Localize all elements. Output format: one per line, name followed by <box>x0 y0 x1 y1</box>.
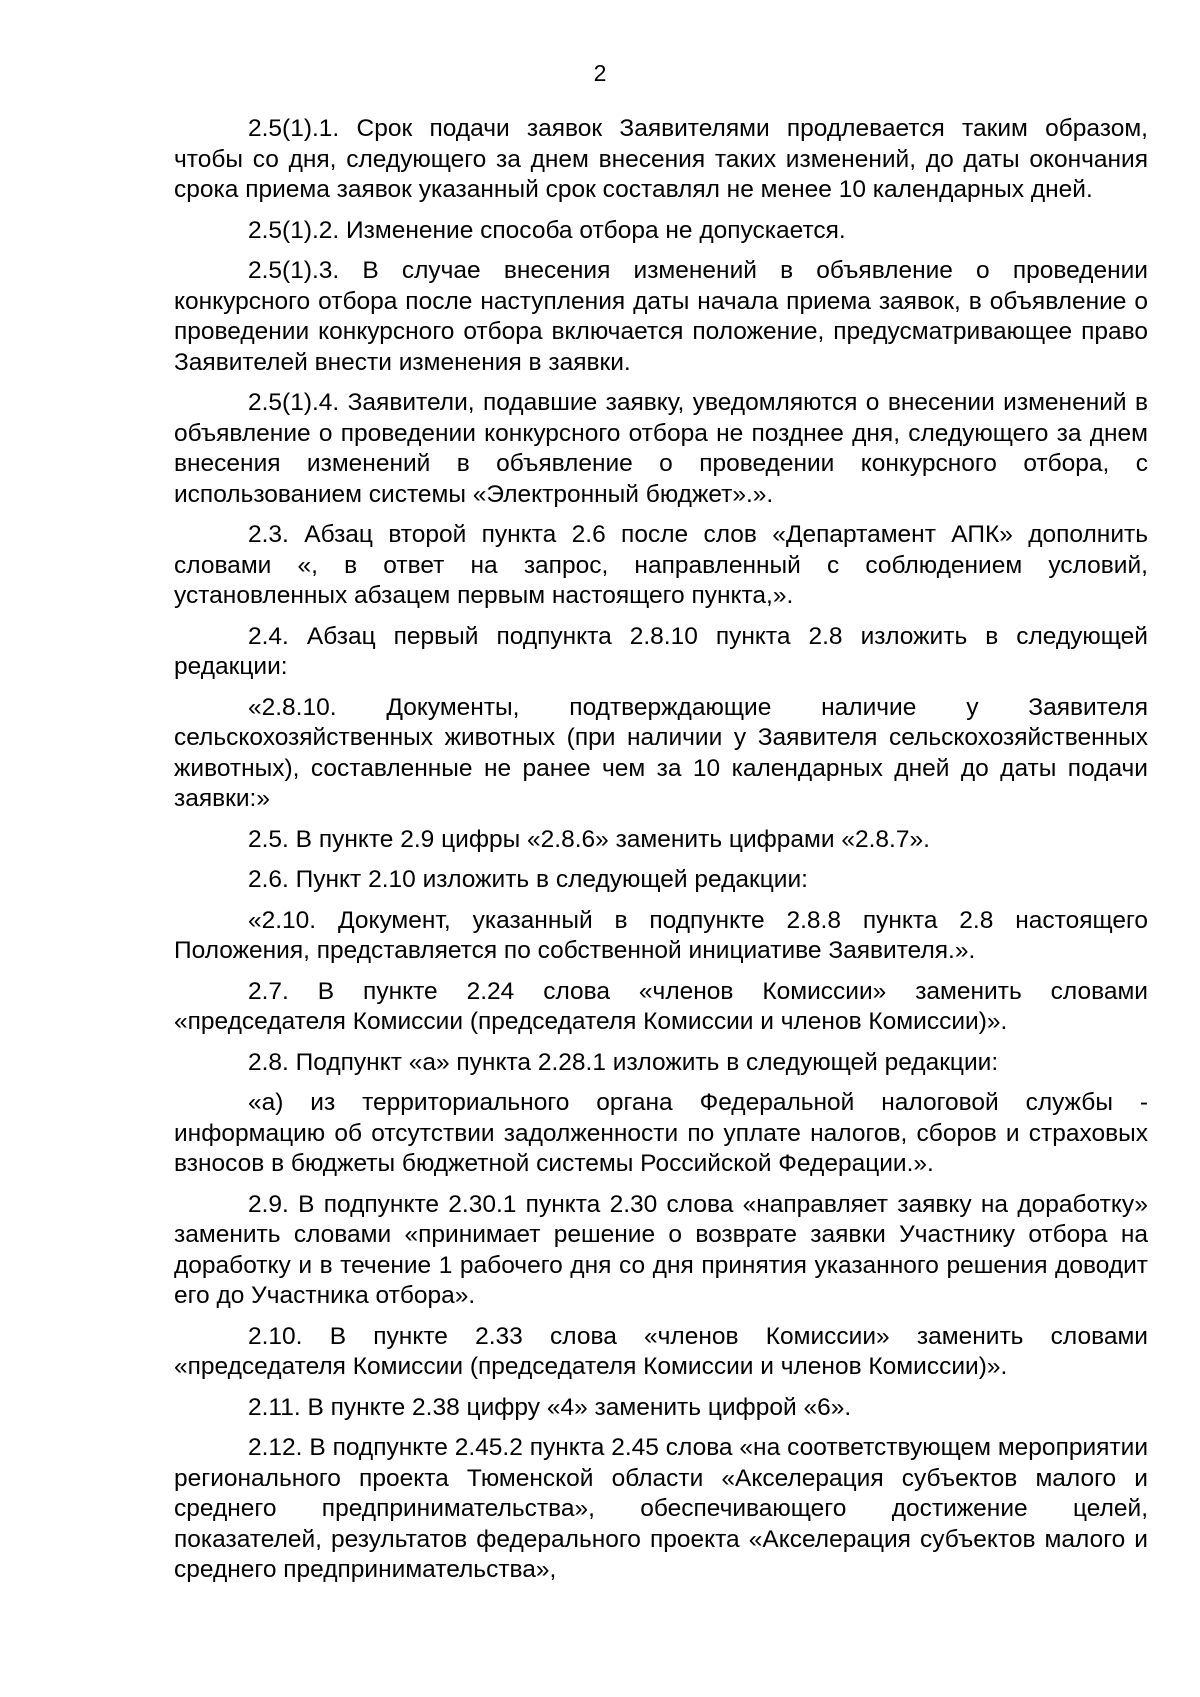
paragraph-2-3: 2.3. Абзац второй пункта 2.6 после слов «Департамент АПК» дополнить словами «, в ответ на запрос, направленный с соблюдением условий, установленных абзацем первым настоящего пункта,». <box>174 521 1148 609</box>
paragraph-2-5-1-3: 2.5(1).3. В случае внесения изменений в объявление о проведении конкурсного отбора после наступления даты начала приема заявок, в объявление о проведении конкурсного отбора включается положение, предусматривающее право Заявителей внести изменения в заявки. <box>174 257 1148 376</box>
paragraph-2-10: 2.10. В пункте 2.33 слова «членов Комиссии» заменить словами «председателя Комиссии (председателя Комиссии и членов Комиссии)». <box>174 1322 1148 1380</box>
quote-subitem-a: «а) из территориального органа Федеральной налоговой службы - информацию об отсутствии задолженности по уплате налогов, сборов и страховых взносов в бюджеты бюджетной системы Российской Федерации.». <box>174 1089 1148 1177</box>
paragraph-2-12: 2.12. В подпункте 2.45.2 пункта 2.45 слова «на соответствующем мероприятии регионального проекта Тюменской области «Акселерация субъектов малого и среднего предпринимательства», обеспечивающего достижение целей, показателей, результатов федерального проекта «Акселерация субъектов малого и среднего предпринимательства», <box>174 1434 1148 1583</box>
paragraph-2-6: 2.6. Пункт 2.10 изложить в следующей редакции: <box>248 866 808 893</box>
paragraph-2-7: 2.7. В пункте 2.24 слова «членов Комиссии» заменить словами «председателя Комиссии (председателя Комиссии и членов Комиссии)». <box>174 977 1148 1035</box>
paragraph-2-9: 2.9. В подпункте 2.30.1 пункта 2.30 слова «направляет заявку на доработку» заменить словами «принимает решение о возврате заявки Участнику отбора на доработку и в течение 1 рабочего дня со дня принятия указанного решения доводит его до Участника отбора». <box>174 1190 1148 1309</box>
paragraph-2-5-1-1: 2.5(1).1. Срок подачи заявок Заявителями продлевается таким образом, чтобы со дня, следующего за днем внесения таких изменений, до даты окончания срока приема заявок указанный срок составлял не менее 10 календарных дней. <box>174 115 1148 203</box>
document-body <box>174 114 1148 1596</box>
paragraph-2-4: 2.4. Абзац первый подпункта 2.8.10 пункта 2.8 изложить в следующей редакции: <box>174 622 1148 680</box>
quote-2-8-10: «2.8.10. Документы, подтверждающие наличие у Заявителя сельскохозяйственных животных (при наличии у Заявителя сельскохозяйственных животных), составленные не ранее чем за 10 календарных дней до даты подачи заявки:» <box>174 693 1148 812</box>
quote-2-10: «2.10. Документ, указанный в подпункте 2.8.8 пункта 2.8 настоящего Положения, представляется по собственной инициативе Заявителя.». <box>174 906 1148 964</box>
paragraph-2-5: 2.5. В пункте 2.9 цифры «2.8.6» заменить цифрами «2.8.7». <box>248 825 930 853</box>
page-number: 2 <box>593 60 607 86</box>
paragraph-2-5-1-2: 2.5(1).2. Изменение способа отбора не допускается. <box>248 216 846 244</box>
paragraph-2-11: 2.11. В пункте 2.38 цифру «4» заменить цифрой «6». <box>248 1393 852 1421</box>
paragraph-2-5-1-4: 2.5(1).4. Заявители, подавшие заявку, уведомляются о внесении изменений в объявление о проведении конкурсного отбора не позднее дня, следующего за днем внесения изменений в объявление о проведении конкурсного отбора, с использованием системы «Электронный бюджет».». <box>174 389 1148 508</box>
paragraph-2-8: 2.8. Подпункт «а» пункта 2.28.1 изложить в следующей редакции: <box>248 1048 999 1076</box>
